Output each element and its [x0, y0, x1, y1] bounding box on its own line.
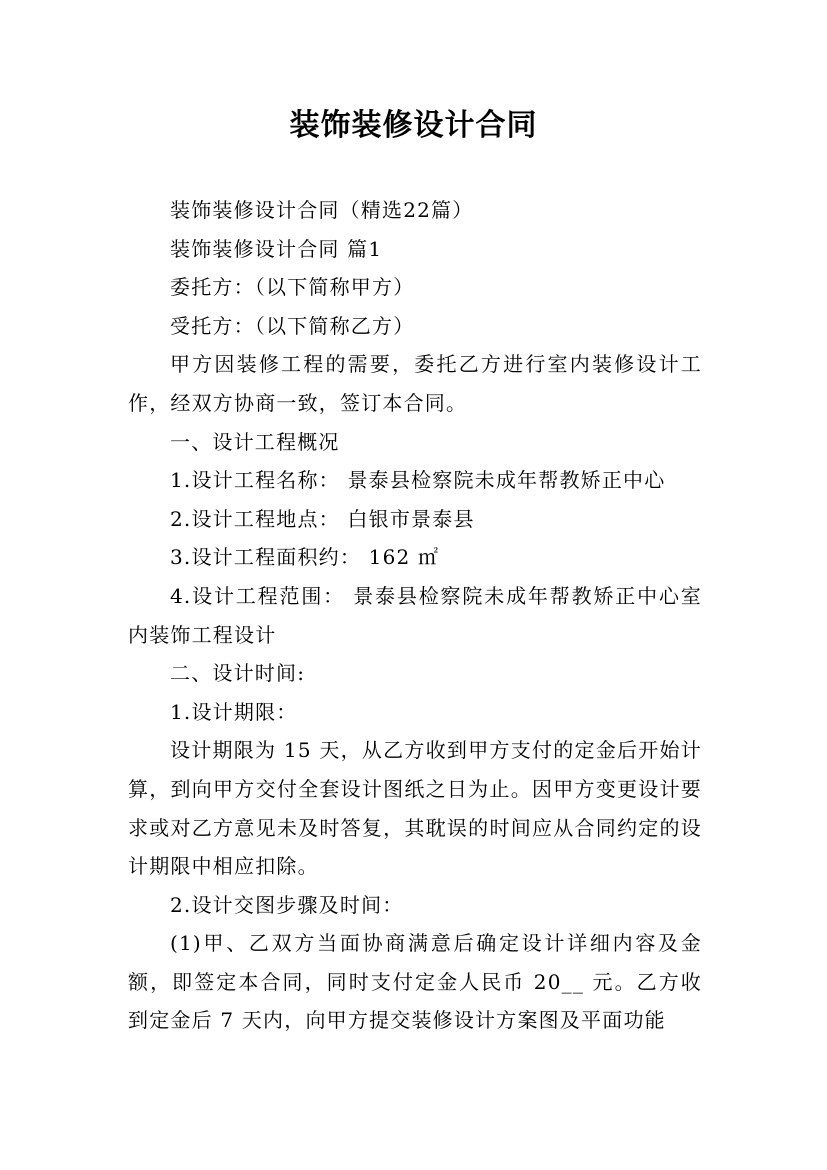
paragraph-contractor: 受托方：（以下简称乙方）: [170, 313, 415, 338]
paragraph-intro: 甲方因装修工程的需要，委托乙方进行室内装修设计工作，经双方协商一致，签订本合同。: [128, 352, 702, 415]
paragraph-subtitle: 装饰装修设计合同（精选22篇）: [170, 198, 474, 222]
paragraph-delivery-heading: 2.设计交图步骤及时间：: [170, 892, 404, 917]
paragraph-client: 委托方：（以下简称甲方）: [170, 275, 415, 300]
paragraph-project-location: 2.设计工程地点： 白银市景泰县: [170, 506, 475, 531]
paragraph-project-scope: 4.设计工程范围： 景泰县检察院未成年帮教矫正中心室内装饰工程设计: [128, 583, 702, 647]
paragraph-design-period: 设计期限为 15 天，从乙方收到甲方支付的定金后开始计算，到向甲方交付全套设计图纸之日为止。因甲方变更设计要求或对乙方意见未及时答复，其耽误的时间应从合同约定的设计期限中相应扣除。: [128, 738, 702, 879]
document-title: 装饰装修设计合同: [289, 108, 538, 143]
paragraph-design-period-heading: 1.设计期限：: [170, 699, 298, 724]
paragraph-section-heading: 装饰装修设计合同 篇1: [170, 236, 383, 261]
paragraph-heading-time: 二、设计时间:: [170, 661, 306, 686]
paragraph-project-area: 3.设计工程面积约： 162 ㎡: [170, 545, 440, 570]
paragraph-heading-overview: 一、设计工程概况: [170, 429, 340, 454]
paragraph-project-name: 1.设计工程名称： 景泰县检察院未成年帮教矫正中心: [170, 468, 666, 493]
document-body: [128, 191, 702, 1040]
paragraph-delivery-step-1: (1)甲、乙双方当面协商满意后确定设计详细内容及金额，即签定本合同，同时支付定金人民币 20__ 元。乙方收到定金后 7 天内，向甲方提交装修设计方案图及平面功能: [128, 931, 702, 1033]
